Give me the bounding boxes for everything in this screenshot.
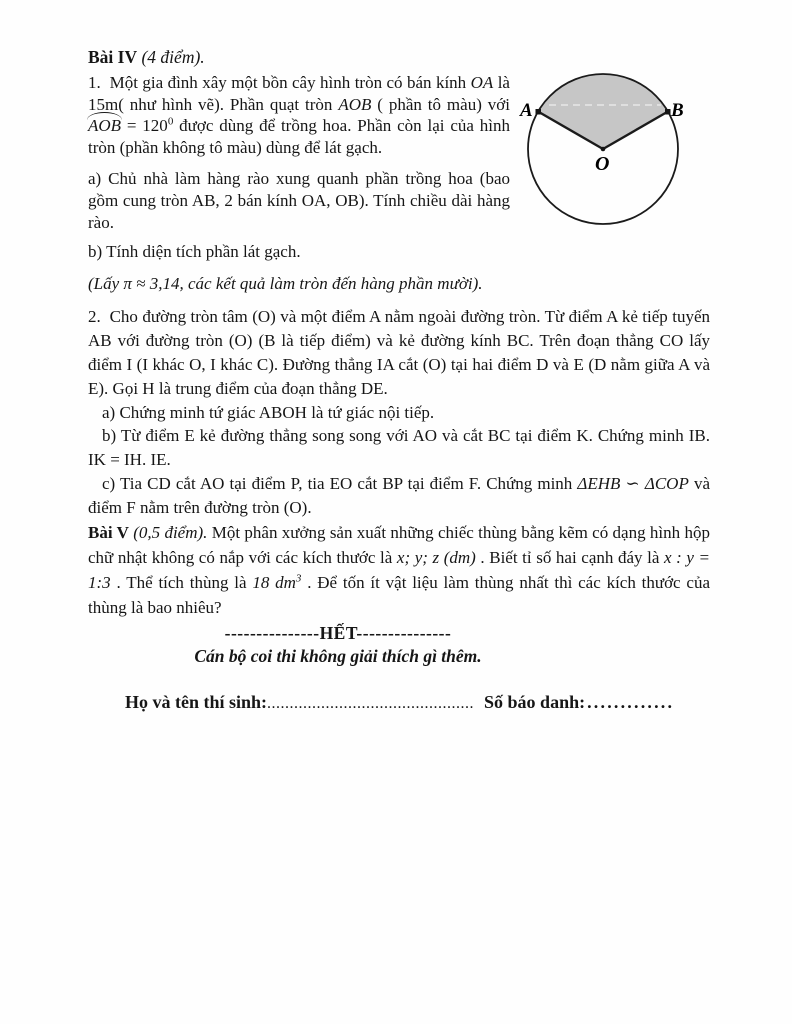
point-A-marker [536,109,542,115]
s5-text-4: . Để tốn ít vật liệu làm thùng nhất thì các kích thước của thùng là bao nhiêu? [88,572,710,617]
cube-superscript: 3 [295,571,302,584]
circle-diagram-svg [515,54,697,250]
footer-center [88,622,588,668]
section4-points: (4 điểm). [137,47,205,67]
math-similar-triangles: ΔEHB ∽ ΔCOP [577,473,689,493]
problem1-column [88,72,510,294]
math-arc-AOB: AOB [88,116,122,136]
problem1-note: (Lấy π ≈ 3,14, các kết quả làm tròn đến hàng phần mười). [88,273,483,293]
math-volume: 18 dm [252,572,296,592]
candidate-name-label: Họ và tên thí sinh: [125,691,268,712]
label-B: B [671,100,684,121]
problem2-part-c [88,472,710,520]
problem1-statement [88,72,510,158]
s5-text-2: . Biết tỉ số hai cạnh đáy là [475,547,664,567]
p1-text-3: ( phần tô màu) với [371,94,510,114]
math-OA: OA [470,73,494,92]
section5-points: (0,5 điểm). [128,522,208,542]
point-B-marker [665,109,671,115]
math-AOB: AOB [338,94,372,114]
end-marker: ---------------HẾT--------------- [224,622,452,643]
candidate-line [125,692,710,713]
label-O: O [595,153,610,175]
section5-statement [88,520,710,620]
candidate-name-dots: .............................................. [267,694,475,712]
point-O-marker [601,147,606,152]
sector-AOB [538,74,668,149]
p1-text-4: = 120 [121,116,168,136]
problem2-block [88,305,710,519]
p1-text-5: được dùng để trồng hoa. Phần còn lại của hình tròn (phần không tô màu) dùng để lát gạch. [88,116,510,157]
candidate-id-label: Số báo danh: [484,691,586,712]
problem2-part-a: a) Chứng minh tứ giác ABOH là tứ giác nội tiếp. [102,402,435,422]
p1-text-1: 1. Một gia đình xây một bồn cây hình tròn có bán kính [88,73,471,92]
math-ratio: x : y = 1:3 [88,547,710,592]
p2c-text-1: c) Tia CD cắt AO tại điểm P, tia EO cắt BP tại điểm F. Chứng minh [102,473,578,493]
problem1-row [88,72,710,294]
problem2-statement: 2. Cho đường tròn tâm (O) và một điểm A nằm ngoài đường tròn. Từ điểm A kẻ tiếp tuyến AB với đường tròn (O) (B là tiếp điểm) và kẻ đường kính BC. Trên đoạn thẳng CO lấy điểm I (I khác O, I khác C). Đường thẳng IA cắt (O) tại hai điểm D và E (D nằm giữa A và E). Gọi H là trung điểm của đoạn thẳng DE. [88,307,710,398]
label-A: A [520,100,533,121]
section4-title: Bài IV [88,47,138,67]
degree-superscript: 0 [167,115,174,128]
p2c-text-2: và điểm F nằm trên đường tròn (O). [88,473,711,517]
p1-text-2: là 15m( như hình vẽ). Phần quạt tròn [88,73,510,114]
section5-title: Bài V [88,522,129,542]
candidate-id-dots: ............. [587,691,675,712]
circle-diagram [515,54,697,255]
problem1-part-a: a) Chủ nhà làm hàng rào xung quanh phần trồng hoa (bao gồm cung tròn AB, 2 bán kính OA, OB). Tính chiều dài hàng rào. [88,169,510,232]
proctor-notice: Cán bộ coi thi không giải thích gì thêm. [194,645,482,666]
s5-text-1: Một phân xưởng sản xuất những chiếc thùng bằng kẽm có dạng hình hộp chữ nhật không có nắp với các kích thước là [88,522,710,567]
exam-content [88,46,710,713]
s5-text-3: . Thể tích thùng là [110,572,253,592]
problem1-part-b: b) Tính diện tích phần lát gạch. [88,242,301,262]
problem2-part-b: b) Từ điểm E kẻ đường thẳng song song với AO và cắt BC tại điểm K. Chứng minh IB. IK = IH. IE. [88,426,710,470]
math-xyz-dm: x; y; z (dm) [396,547,476,567]
